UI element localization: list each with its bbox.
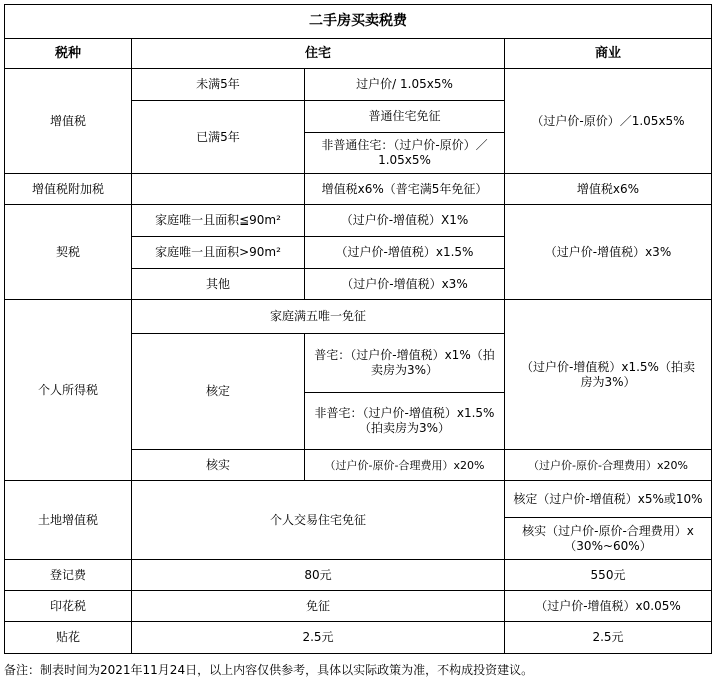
deed-row2-formula: （过户价-增值税）x1.5% <box>304 236 505 269</box>
surcharge-residential: 增值税x6%（普宅满5年免征） <box>304 173 505 205</box>
footnote: 备注：制表时间为2021年11月24日，以上内容仅供参考，具体以实际政策为准，不构成投资建议。 <box>4 663 534 677</box>
sticker-residential: 2.5元 <box>131 621 505 654</box>
deed-label: 契税 <box>4 204 132 300</box>
income-ordinary: 普宅：（过户价-增值税）x1%（拍卖房为3%） <box>304 333 505 393</box>
income-verified-formula: （过户价-原价-合理费用）x20% <box>304 449 505 481</box>
vat-ordinary: 普通住宅免征 <box>304 100 505 133</box>
header-tax-type: 税种 <box>4 38 132 69</box>
income-commercial-verified: （过户价-原价-合理费用）x20% <box>504 449 712 481</box>
registration-label: 登记费 <box>4 559 132 591</box>
stamp-label: 印花税 <box>4 590 132 622</box>
stamp-residential: 免征 <box>131 590 505 622</box>
vat-non-ordinary: 非普通住宅：（过户价-原价）／1.05x5% <box>304 132 505 174</box>
deed-row2-cond: 家庭唯一且面积>90m² <box>131 236 305 269</box>
surcharge-commercial: 增值税x6% <box>504 173 712 205</box>
sticker-commercial: 2.5元 <box>504 621 712 654</box>
surcharge-empty <box>131 173 305 205</box>
registration-residential: 80元 <box>131 559 505 591</box>
income-label: 个人所得税 <box>4 299 132 481</box>
header-commercial: 商业 <box>504 38 712 69</box>
stamp-commercial: （过户价-增值税）x0.05% <box>504 590 712 622</box>
vat-commercial: （过户价-原价）／1.05x5% <box>504 68 712 174</box>
income-exempt: 家庭满五唯一免征 <box>131 299 505 334</box>
vat-under5: 未满5年 <box>131 68 305 101</box>
income-verified: 核实 <box>131 449 305 481</box>
surcharge-label: 增值税附加税 <box>4 173 132 205</box>
deed-row3-cond: 其他 <box>131 268 305 300</box>
deed-commercial: （过户价-增值税）x3% <box>504 204 712 300</box>
deed-row3-formula: （过户价-增值税）x3% <box>304 268 505 300</box>
vat-over5: 已满5年 <box>131 100 305 174</box>
vat-under5-formula: 过户价/ 1.05x5% <box>304 68 505 101</box>
land-vat-commercial-assessed: 核定（过户价-增值税）x5%或10% <box>504 480 712 518</box>
table-title: 二手房买卖税费 <box>4 4 712 39</box>
header-residential: 住宅 <box>131 38 505 69</box>
vat-label: 增值税 <box>4 68 132 174</box>
deed-row1-cond: 家庭唯一且面积≦90m² <box>131 204 305 237</box>
land-vat-commercial-verified: 核实（过户价-原价-合理费用）x（30%~60%） <box>504 517 712 560</box>
registration-commercial: 550元 <box>504 559 712 591</box>
deed-row1-formula: （过户价-增值税）X1% <box>304 204 505 237</box>
land-vat-residential: 个人交易住宅免征 <box>131 480 505 560</box>
income-assessed: 核定 <box>131 333 305 450</box>
income-commercial-assessed: （过户价-增值税）x1.5%（拍卖房为3%） <box>504 299 712 450</box>
sticker-label: 贴花 <box>4 621 132 654</box>
income-non-ordinary: 非普宅：（过户价-增值税）x1.5%（拍卖房为3%） <box>304 392 505 450</box>
land-vat-label: 土地增值税 <box>4 480 132 560</box>
